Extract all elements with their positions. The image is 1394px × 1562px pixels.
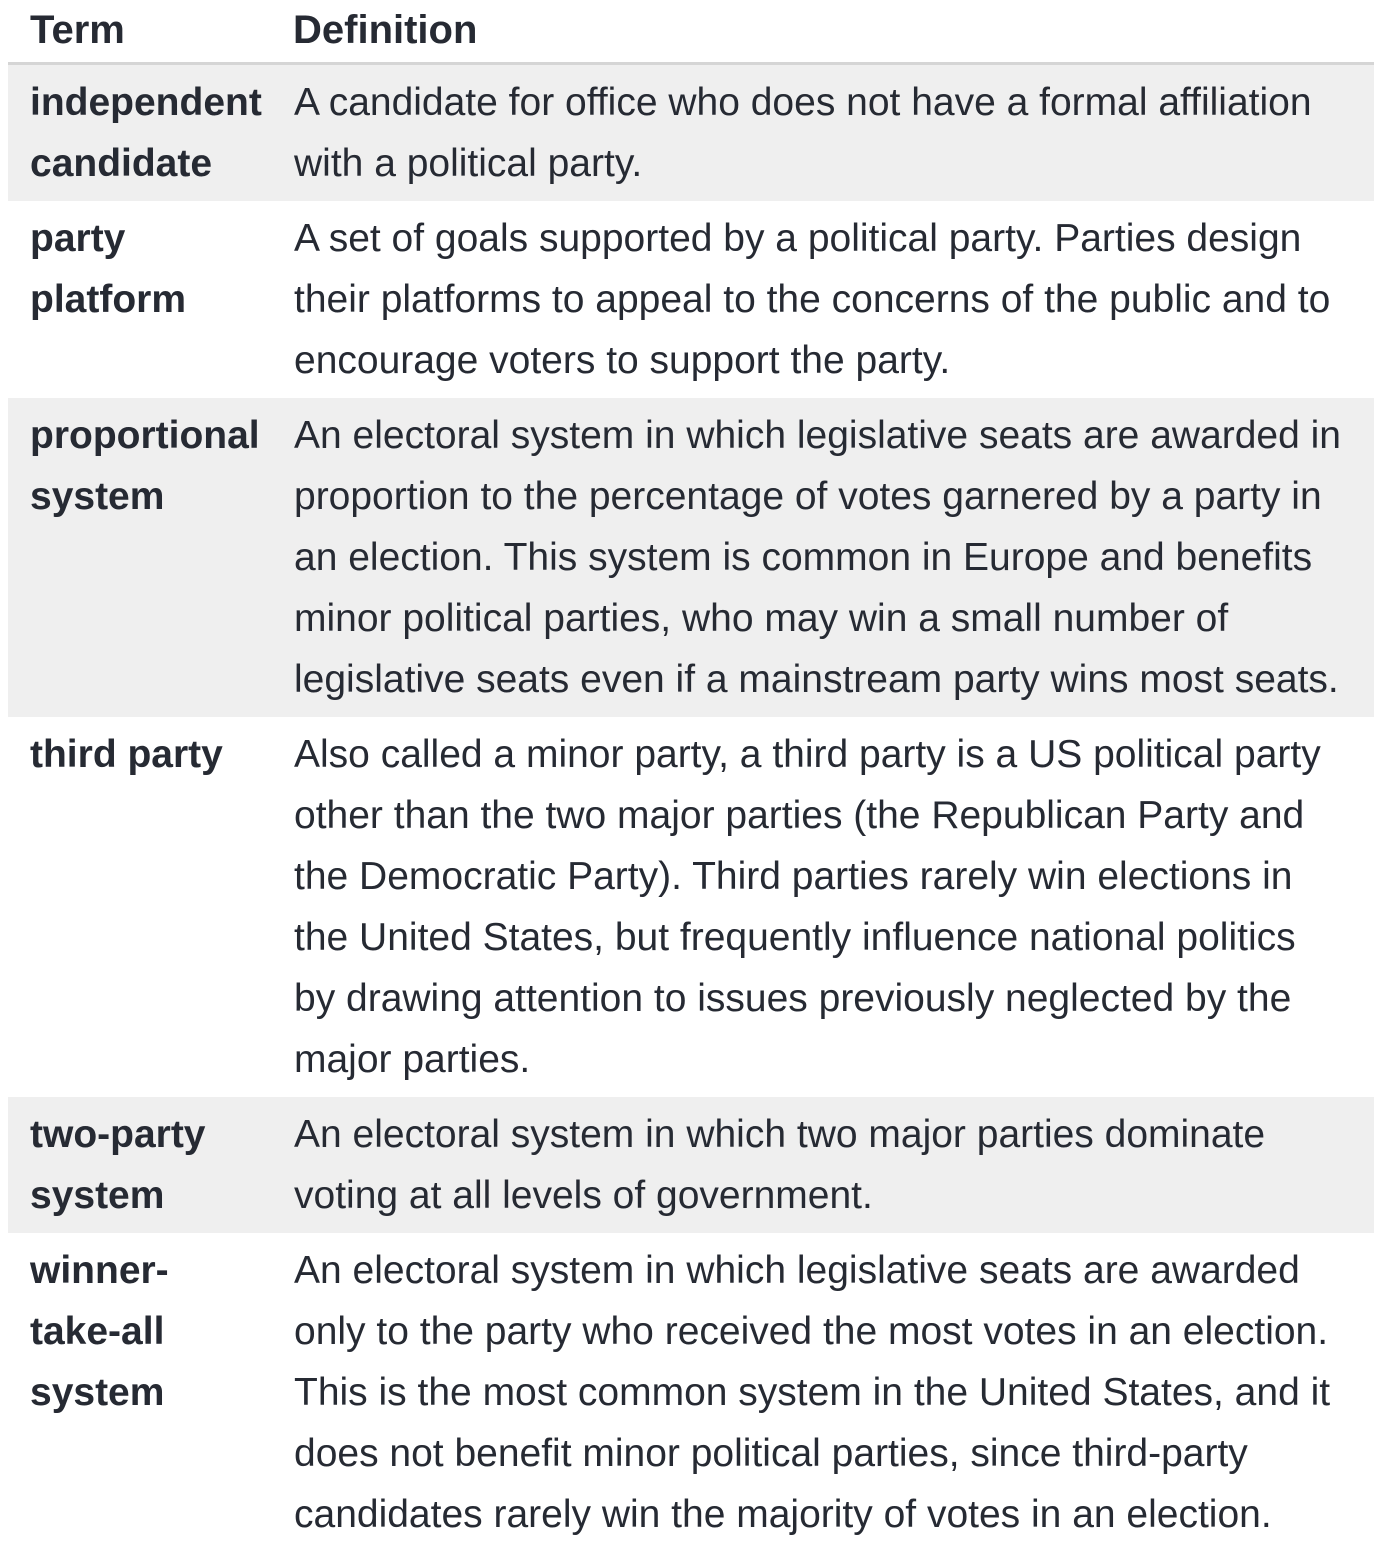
definition-cell: An electoral system in which legislative seats are awarded in proportion to the percentage of votes garnered by a party in an election. This system is common in Europe and benefits minor political parties, who may win a small number of legislative seats even if a mainstream party wins most seats. [294,414,1342,701]
term-cell: two-party system [30,1113,206,1217]
definition-cell: An electoral system in which two major parties dominate voting at all levels of government. [294,1113,1266,1217]
definition-cell: An electoral system in which legislative seats are awarded only to the party who received the most votes in an election. This is the most common system in the United States, and it does not benefit minor political parties, since third-party candidates rarely win the majority of votes in an election. [294,1249,1331,1536]
term-cell: winner-take-all system [30,1249,169,1414]
term-cell: party platform [30,217,186,321]
table-row [8,1233,1374,1552]
table-row [8,201,1374,398]
term-cell: independent candidate [30,81,262,185]
definition-cell: Also called a minor party, a third party is a US political party other than the two major parties (the Republican Party and the Democratic Party). Third parties rarely win elections in the United States, but frequently influence national politics by drawing attention to issues previously neglected by the major parties. [294,733,1321,1081]
definition-column-header: Definition [293,0,1374,64]
glossary-table [8,0,1374,1552]
table-row [8,717,1374,1097]
header-row [8,0,1374,64]
table-row [8,398,1374,717]
term-column-header: Term [8,0,293,64]
definition-cell: A set of goals supported by a political party. Parties design their platforms to appeal to the concerns of the public and to encourage voters to support the party. [294,217,1331,382]
term-cell: third party [30,733,223,776]
table-row [8,64,1374,202]
term-cell: proportional system [30,414,260,518]
definition-cell: A candidate for office who does not have a formal affiliation with a political party. [294,81,1312,185]
table-row [8,1097,1374,1233]
